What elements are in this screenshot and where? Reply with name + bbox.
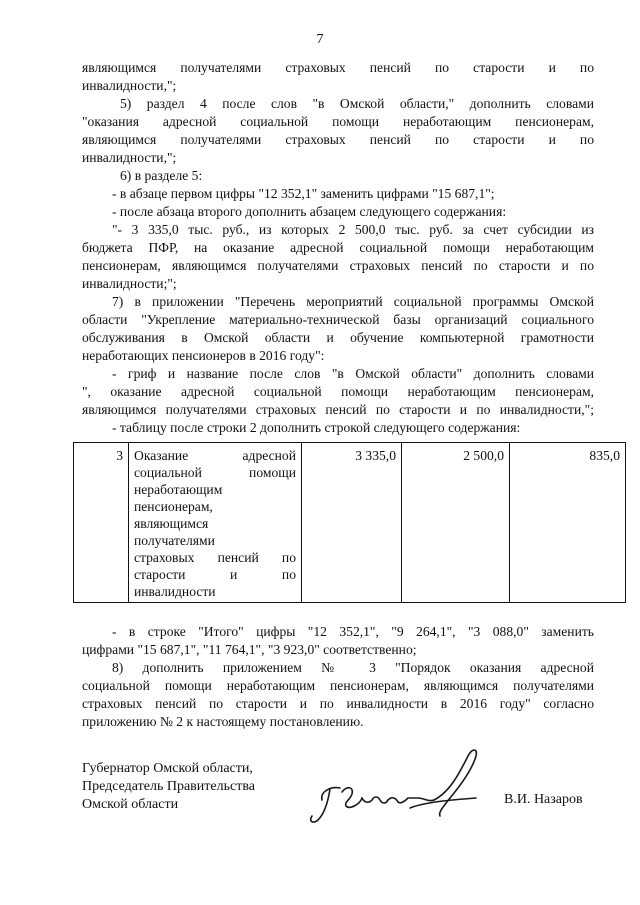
description-cell [129,443,302,603]
body-line: области "Укрепление материально-технической базы организаций социального [82,312,594,327]
body-line: являющимся получателями страховых пенсий по старости и по [82,60,594,75]
pfr-amount-cell: 2 500,0 [402,443,510,603]
body-line: ", оказание адресной социальной помощи неработающим пенсионерам, [82,384,594,399]
table-row [74,443,626,603]
body-line: - после абзаца второго дополнить абзацем следующего содержания: [112,204,507,219]
body-line: инвалидности,"; [82,78,177,93]
body-line: - таблицу после строки 2 дополнить строкой следующего содержания: [112,420,521,435]
body-line: "оказания адресной социальной помощи неработающим пенсионерам, [82,114,594,129]
body-line: социальной помощи неработающим пенсионерам, являющимся получателями [82,678,594,693]
row-number-cell: 3 [74,443,129,603]
description-line: страховых пенсий по [134,550,296,565]
body-line: обслуживания в Омской области и обучение компьютерной грамотности [82,330,594,345]
total-amount-cell: 3 335,0 [302,443,402,603]
handwritten-signature [300,742,490,832]
regional-amount-cell: 835,0 [510,443,626,603]
description-line: Оказание адресной [134,448,296,463]
body-line: пенсионерам, являющимся получателями страховых пенсий по старости и по [82,258,594,273]
body-line: неработающих пенсионеров в 2016 году": [82,348,325,363]
signatory-title-line: Председатель Правительства [82,779,255,794]
body-line: приложению № 2 к настоящему постановлению. [82,714,364,729]
body-line: 7) в приложении "Перечень мероприятий социальной программы Омской [112,294,594,309]
description-line: получателями [134,533,215,548]
body-line: являющимся получателями страховых пенсий по старости и по [82,132,594,147]
body-line: - гриф и название после слов "в Омской области" дополнить словами [112,366,594,381]
page-number: 7 [316,32,324,47]
body-line: 6) в разделе 5: [120,168,203,183]
signatory-title-line: Омской области [82,797,179,812]
description-line: неработающим [134,482,223,497]
body-line: инвалидности,"; [82,150,177,165]
description-line: пенсионерам, [134,499,213,514]
inserted-table-row [73,442,626,603]
signatory-title-line: Губернатор Омской области, [82,761,253,776]
signatory-name: В.И. Назаров [504,792,583,807]
body-line: - в абзаце первом цифры "12 352,1" заменить цифрами "15 687,1"; [112,186,495,201]
description-line: инвалидности [134,584,216,599]
body-line: цифрами "15 687,1", "11 764,1", "3 923,0" соответственно; [82,642,417,657]
body-line: - в строке "Итого" цифры "12 352,1", "9 264,1", "3 088,0" заменить [112,624,594,639]
body-line: "- 3 335,0 тыс. руб., из которых 2 500,0 тыс. руб. за счет субсидии из [112,222,594,237]
description-line: социальной помощи [134,465,296,480]
body-line: инвалидности;"; [82,276,177,291]
description-line: старости и по [134,567,296,582]
description-line: являющимся [134,516,209,531]
body-line: бюджета ПФР, на оказание адресной социальной помощи неработающим [82,240,594,255]
body-line: являющимся получателями страховых пенсий по старости и по инвалидности,"; [82,402,594,417]
body-line: 5) раздел 4 после слов "в Омской области," дополнить словами [120,96,594,111]
body-line: страховых пенсий по старости и по инвалидности в 2016 году" согласно [82,696,594,711]
body-line: 8) дополнить приложением № 3 "Порядок оказания адресной [112,660,594,675]
